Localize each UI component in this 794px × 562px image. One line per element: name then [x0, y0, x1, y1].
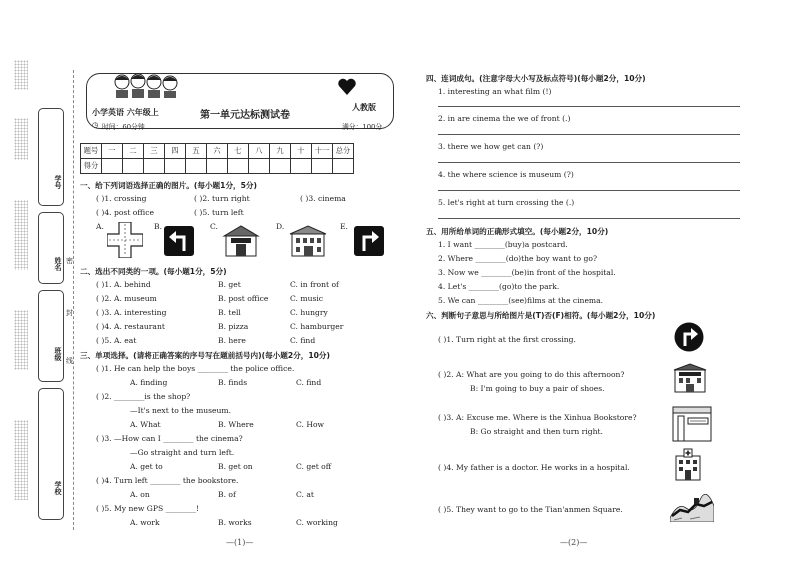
score-table: [80, 143, 354, 174]
time-limit: 时间：60分钟: [102, 123, 145, 131]
seal-text-mi: 密: [66, 257, 73, 265]
section5-title: 五、用所给单词的正确形式填空。(每小题2分，10分): [426, 227, 609, 236]
dot-pattern: [14, 60, 28, 90]
side-label-student-number: 学号: [54, 175, 62, 189]
s6-dialogue: B: Go straight and then turn right.: [470, 427, 603, 436]
s6-item: ( )4. My father is a doctor. He works in a hospital.: [438, 463, 630, 472]
s2-option: C. find: [290, 336, 316, 345]
post-office-icon: [222, 224, 260, 258]
s6-item: ( )2. A: What are you going to do this afternoon?: [438, 370, 625, 379]
score-cell[interactable]: [333, 159, 354, 174]
s3-option: C. find: [296, 378, 322, 387]
s3-question: ( )4. Turn left ________ the bookstore.: [96, 476, 239, 485]
s2-option: C. music: [290, 294, 324, 303]
score-header: 四: [165, 144, 186, 159]
s3-option: B. get on: [218, 462, 253, 471]
answer-line[interactable]: [438, 190, 740, 191]
score-cell[interactable]: [186, 159, 207, 174]
score-header: 六: [207, 144, 228, 159]
section2-title: 二、选出不同类的一项。(每小题1分，5分): [80, 267, 227, 276]
s5-item: 3. Now we ________(be)in front of the hospital.: [438, 268, 616, 277]
score-header: 七: [228, 144, 249, 159]
s3-dialogue: —It's next to the museum.: [130, 406, 232, 415]
s3-option: A. What: [130, 420, 161, 429]
exam-title: 第一单元达标测试卷: [200, 110, 290, 121]
bookstore-icon: [672, 406, 712, 442]
s3-option: B. finds: [218, 378, 248, 387]
s5-item: 1. I want ________(buy)a postcard.: [438, 240, 568, 249]
s2-option: ( )5. A. eat: [96, 336, 137, 345]
hospital-icon: [672, 448, 704, 482]
s3-option: C. How: [296, 420, 325, 429]
page-number-left: —(1)—: [226, 538, 254, 547]
s6-item: ( )1. Turn right at the first crossing.: [438, 335, 576, 344]
s1-letter: D.: [276, 222, 285, 231]
seal-text-xian: 线: [66, 357, 73, 365]
dot-pattern: [14, 420, 28, 500]
museum-building-icon: [288, 224, 328, 258]
s4-item: 3. there we how get can (?): [438, 142, 544, 151]
score-cell[interactable]: [102, 159, 123, 174]
s1-item: ( )3. cinema: [300, 194, 346, 203]
s4-item: 5. let's right at turn crossing the (.): [438, 198, 575, 207]
score-header: 九: [270, 144, 291, 159]
s4-item: 4. the where science is museum (?): [438, 170, 574, 179]
page-number-right: —(2)—: [560, 538, 588, 547]
s5-item: 5. We can ________(see)films at the cinema.: [438, 296, 604, 305]
section4-title: 四、连词成句。(注意字母大小写及标点符号)(每小题2分，10分): [426, 74, 646, 83]
s3-option: A. on: [130, 490, 150, 499]
s2-option: B. pizza: [218, 322, 249, 331]
s2-option: ( )3. A. interesting: [96, 308, 167, 317]
turn-right-sign-icon: [354, 226, 384, 256]
class-box[interactable]: [38, 290, 64, 382]
s1-letter: C.: [210, 222, 218, 231]
section6-title: 六、判断句子意思与所给图片是(T)否(F)相符。(每小题2分，10分): [426, 311, 656, 320]
s1-letter: E.: [340, 222, 348, 231]
s2-option: B. post office: [218, 294, 269, 303]
score-header: 二: [123, 144, 144, 159]
s2-option: B. tell: [218, 308, 241, 317]
children-icon: [112, 72, 184, 98]
s3-option: C. get off: [296, 462, 332, 471]
heart-icon: [337, 78, 357, 96]
score-cell[interactable]: [270, 159, 291, 174]
s3-question: ( )3. —How can I ________ the cinema?: [96, 434, 243, 443]
answer-line[interactable]: [438, 106, 740, 107]
side-label-name: 姓名: [54, 257, 62, 271]
side-label-class: 班级: [54, 347, 62, 361]
s1-item: ( )5. turn left: [194, 208, 244, 217]
crossroads-icon: [107, 222, 143, 258]
answer-line[interactable]: [438, 162, 740, 163]
score-header: 三: [144, 144, 165, 159]
answer-line[interactable]: [438, 134, 740, 135]
s3-option: A. finding: [130, 378, 168, 387]
s5-item: 2. Where ________(do)the boy want to go?: [438, 254, 598, 263]
s2-option: B. here: [218, 336, 246, 345]
school-box[interactable]: [38, 388, 64, 520]
seal-text-feng: 封: [66, 309, 73, 317]
score-cell[interactable]: [165, 159, 186, 174]
s3-dialogue: —Go straight and turn left.: [130, 448, 235, 457]
score-header: 题号: [81, 144, 102, 159]
score-header: 十一: [312, 144, 333, 159]
s3-option: A. get to: [130, 462, 163, 471]
score-cell[interactable]: [249, 159, 270, 174]
score-cell[interactable]: [291, 159, 312, 174]
clock-icon: ◷: [92, 121, 99, 129]
turn-left-sign-icon: [164, 226, 194, 256]
s1-item: ( )2. turn right: [194, 194, 250, 203]
s1-item: ( )1. crossing: [96, 194, 147, 203]
side-label-school: 学校: [54, 481, 62, 495]
s1-letter: B.: [154, 222, 162, 231]
s2-option: C. in front of: [290, 280, 339, 289]
edition-label: 人教版: [352, 103, 376, 112]
score-header: 总分: [333, 144, 354, 159]
score-header: 五: [186, 144, 207, 159]
s3-question: ( )5. My new GPS ________!: [96, 504, 199, 513]
shoe-store-icon: [672, 362, 708, 394]
s2-option: ( )4. A. restaurant: [96, 322, 165, 331]
answer-line[interactable]: [438, 218, 740, 219]
s2-option: ( )2. A. museum: [96, 294, 157, 303]
student-number-box[interactable]: [38, 108, 64, 206]
turn-right-sign-icon: [674, 322, 704, 352]
score-row-label: 得分: [81, 159, 102, 174]
great-wall-icon: [670, 492, 714, 522]
s3-option: B. of: [218, 490, 236, 499]
s4-item: 2. in are cinema the we of front (.): [438, 114, 571, 123]
full-score: 满分：100分: [342, 123, 383, 131]
s3-option: B. works: [218, 518, 252, 527]
s3-option: B. Where: [218, 420, 254, 429]
s4-item: 1. interesting an what film (!): [438, 87, 552, 96]
score-cell[interactable]: [144, 159, 165, 174]
dot-pattern: [14, 310, 28, 370]
s2-option: C. hamburger: [290, 322, 344, 331]
name-box[interactable]: [38, 212, 64, 284]
subject-label: 小学英语 六年级上: [92, 108, 159, 117]
seal-line: [73, 70, 74, 530]
s1-letter: A.: [96, 222, 104, 231]
s2-option: B. get: [218, 280, 241, 289]
section1-title: 一、给下列词语选择正确的图片。(每小题1分，5分): [80, 181, 257, 190]
s6-dialogue: B: I'm going to buy a pair of shoes.: [470, 384, 605, 393]
score-cell[interactable]: [312, 159, 333, 174]
s2-option: ( )1. A. behind: [96, 280, 151, 289]
s6-item: ( )3. A: Excuse me. Where is the Xinhua Bookstore?: [438, 413, 637, 422]
dot-pattern: [14, 118, 28, 160]
s3-option: C. at: [296, 490, 314, 499]
s3-question: ( )2. ________is the shop?: [96, 392, 191, 401]
s2-option: C. hungry: [290, 308, 328, 317]
score-header: 一: [102, 144, 123, 159]
section3-title: 三、单项选择。(请将正确答案的序号写在题前括号内)(每小题2分，10分): [80, 351, 330, 360]
score-header: 八: [249, 144, 270, 159]
dot-pattern: [14, 200, 28, 270]
score-cell[interactable]: [123, 159, 144, 174]
s6-item: ( )5. They want to go to the Tian'anmen Square.: [438, 505, 623, 514]
s3-option: C. working: [296, 518, 338, 527]
s3-option: A. work: [130, 518, 160, 527]
s1-item: ( )4. post office: [96, 208, 154, 217]
score-header: 十: [291, 144, 312, 159]
s5-item: 4. Let's ________(go)to the park.: [438, 282, 560, 291]
s3-question: ( )1. He can help the boys ________ the police office.: [96, 364, 295, 373]
score-cell[interactable]: [228, 159, 249, 174]
score-cell[interactable]: [207, 159, 228, 174]
